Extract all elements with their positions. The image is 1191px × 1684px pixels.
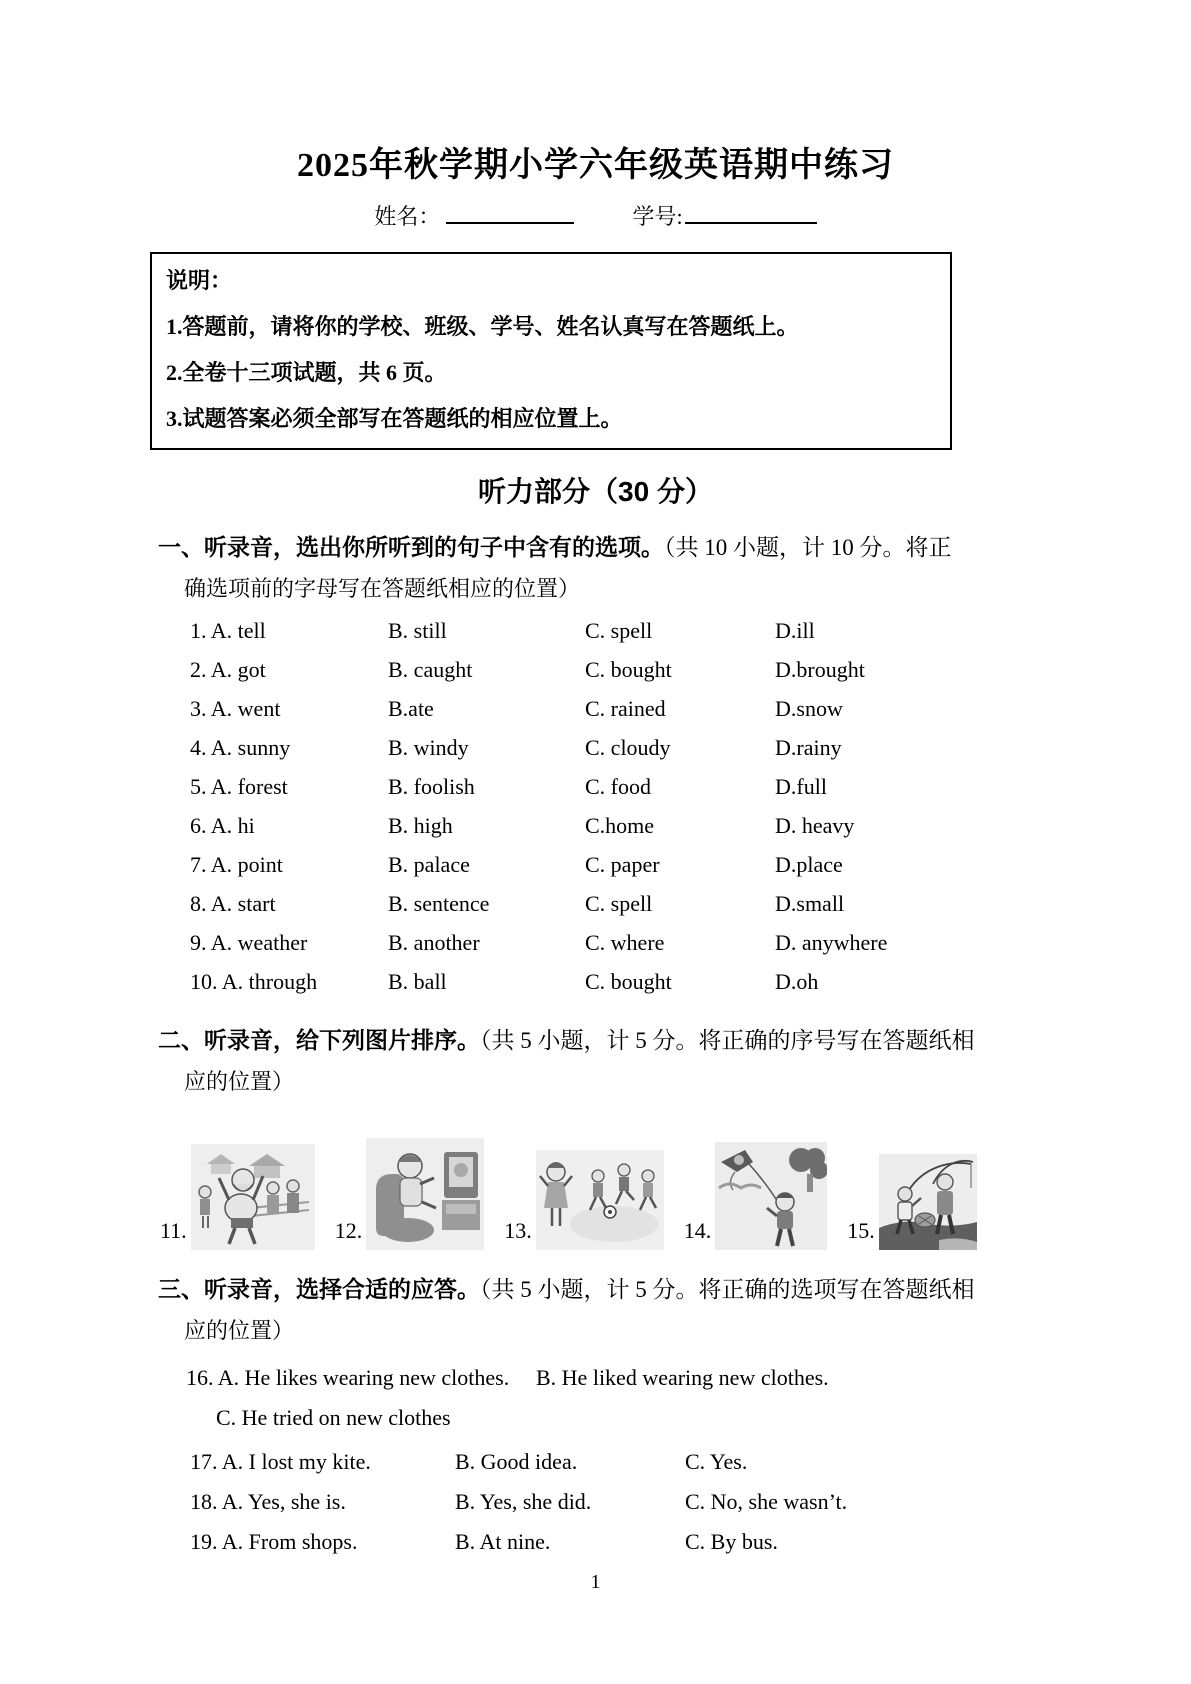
picture-13-children-football	[536, 1150, 664, 1250]
option-cell: B. At nine.	[455, 1529, 551, 1554]
instructions-box	[150, 252, 952, 450]
option-cell: D.small	[775, 890, 845, 916]
option-cell: B. foolish	[388, 773, 475, 799]
instructions-heading: 说明：	[166, 268, 233, 293]
boy-watching-tv-illustration	[366, 1138, 484, 1250]
option-cell: D.place	[775, 851, 843, 877]
page-title: 2025年秋学期小学六年级英语期中练习	[297, 147, 894, 184]
picture-item-14	[684, 1142, 828, 1250]
option-row-8	[190, 884, 1191, 923]
section3-heading-bold: 三、听录音，选择合适的应答。	[158, 1276, 480, 1302]
option-cell: B. another	[388, 929, 480, 955]
instruction-item-1: 1.答题前，请将你的学校、班级、学号、姓名认真写在答题纸上。	[166, 314, 799, 339]
option-cell: D.brought	[775, 656, 865, 682]
option-cell: C. where	[585, 929, 665, 955]
option-cell: B. ball	[388, 968, 447, 994]
option-row-7	[190, 845, 1191, 884]
picture-11-strongman-crowd	[191, 1144, 315, 1250]
picture-item-12	[335, 1138, 485, 1250]
picture-14-boy-flying-kite	[715, 1142, 827, 1250]
option-cell: C. By bus.	[685, 1529, 778, 1554]
option-cell: D.oh	[775, 968, 819, 994]
option-row-1	[190, 611, 1191, 650]
option-cell: 16. A. He likes wearing new clothes.	[186, 1365, 510, 1390]
option-row-10	[190, 962, 1191, 1001]
response-row-18	[190, 1487, 1191, 1517]
picture-item-11	[160, 1144, 315, 1250]
section1-options	[190, 611, 1191, 1001]
student-id-label: 学号:	[632, 204, 683, 229]
option-cell: 4. A. sunny	[190, 734, 291, 760]
option-cell: 3. A. went	[190, 695, 281, 721]
boy-flying-kite-illustration	[715, 1142, 827, 1250]
option-cell: 8. A. start	[190, 890, 276, 916]
option-cell: D.full	[775, 773, 827, 799]
option-cell: D.ill	[775, 617, 815, 643]
picture-label: 15.	[847, 1218, 875, 1243]
option-row-5	[190, 767, 1191, 806]
option-cell: 19. A. From shops.	[190, 1529, 358, 1554]
option-cell: B. palace	[388, 851, 470, 877]
picture-12-boy-watching-tv	[366, 1138, 484, 1250]
option-cell: B. still	[388, 617, 447, 643]
option-cell: C. bought	[585, 656, 672, 682]
section1-heading-note: （共 10 小题，计 10 分。将正	[664, 535, 952, 560]
option-cell: 1. A. tell	[190, 617, 266, 643]
option-cell: C. bought	[585, 968, 672, 994]
instruction-item-3: 3.试题答案必须全部写在答题纸的相应位置上。	[166, 406, 623, 431]
option-cell: B. sentence	[388, 890, 490, 916]
option-cell: B. Good idea.	[455, 1449, 578, 1474]
picture-row	[160, 1138, 1191, 1250]
picture-label: 11.	[160, 1218, 187, 1243]
option-cell: D.snow	[775, 695, 843, 721]
picture-item-15	[847, 1154, 977, 1250]
option-row-3	[190, 689, 1191, 728]
section2-heading-bold: 二、听录音，给下列图片排序。	[158, 1027, 480, 1053]
option-cell: B. He liked wearing new clothes.	[536, 1365, 829, 1390]
option-cell: 18. A. Yes, she is.	[190, 1489, 346, 1514]
instruction-item-2: 2.全卷十三项试题，共 6 页。	[166, 360, 447, 385]
picture-label: 13.	[504, 1218, 532, 1243]
option-cell: B.ate	[388, 695, 434, 721]
option-cell: C. spell	[585, 890, 653, 916]
name-label: 姓名：	[374, 204, 441, 229]
response-16-option-c: C. He tried on new clothes	[216, 1405, 451, 1430]
option-cell: B. windy	[388, 734, 469, 760]
name-blank-line	[446, 216, 574, 224]
name-id-line	[0, 202, 1191, 232]
strongman-crowd-illustration	[191, 1144, 315, 1250]
section1-heading-continuation: 确选项前的字母写在答题纸相应的位置）	[184, 576, 581, 601]
option-cell: 9. A. weather	[190, 929, 308, 955]
section3-heading-note: （共 5 小题，计 5 分。将正确的选项写在答题纸相	[480, 1277, 975, 1302]
student-id-blank-line	[685, 216, 817, 224]
section3-heading-continuation: 应的位置）	[184, 1318, 295, 1343]
response-row-16	[186, 1363, 1191, 1393]
section2-heading-note: （共 5 小题，计 5 分。将正确的序号写在答题纸相	[480, 1028, 975, 1053]
option-row-6	[190, 806, 1191, 845]
children-football-illustration	[536, 1150, 664, 1250]
section3-heading	[158, 1274, 1191, 1305]
section2-heading	[158, 1025, 1191, 1056]
option-cell: C.home	[585, 812, 655, 838]
section1-heading-bold: 一、听录音，选出你所听到的句子中含有的选项。	[158, 534, 664, 560]
page-number: 1	[590, 1571, 601, 1593]
option-cell: 17. A. I lost my kite.	[190, 1449, 371, 1474]
option-cell: C. food	[585, 773, 651, 799]
picture-label: 14.	[683, 1218, 712, 1243]
option-cell: B. Yes, she did.	[455, 1489, 592, 1514]
option-cell: B. caught	[388, 656, 473, 682]
option-row-9	[190, 923, 1191, 962]
option-cell: 7. A. point	[190, 851, 283, 877]
option-cell: C. cloudy	[585, 734, 671, 760]
option-cell: 2. A. got	[190, 656, 266, 682]
response-row-19	[190, 1527, 1191, 1557]
option-cell: D. anywhere	[775, 929, 888, 955]
option-cell: C. paper	[585, 851, 660, 877]
listening-part-title: 听力部分（30 分）	[478, 476, 713, 507]
section1-heading	[158, 532, 1191, 563]
picture-label: 12.	[334, 1218, 363, 1243]
option-cell: C. rained	[585, 695, 666, 721]
option-cell: 5. A. forest	[190, 773, 288, 799]
option-cell: C. spell	[585, 617, 653, 643]
option-cell: D. heavy	[775, 812, 855, 838]
fishing-illustration	[879, 1154, 977, 1250]
response-row-17	[190, 1447, 1191, 1477]
option-cell: 10. A. through	[190, 968, 318, 994]
option-cell: D.rainy	[775, 734, 842, 760]
option-cell: B. high	[388, 812, 453, 838]
option-row-4	[190, 728, 1191, 767]
option-cell: C. No, she wasn’t.	[685, 1489, 848, 1514]
option-cell: C. Yes.	[685, 1449, 748, 1474]
picture-15-fishing	[879, 1154, 977, 1250]
option-cell: 6. A. hi	[190, 812, 255, 838]
section2-heading-continuation: 应的位置）	[184, 1069, 295, 1094]
option-row-2	[190, 650, 1191, 689]
picture-item-13	[504, 1150, 664, 1250]
